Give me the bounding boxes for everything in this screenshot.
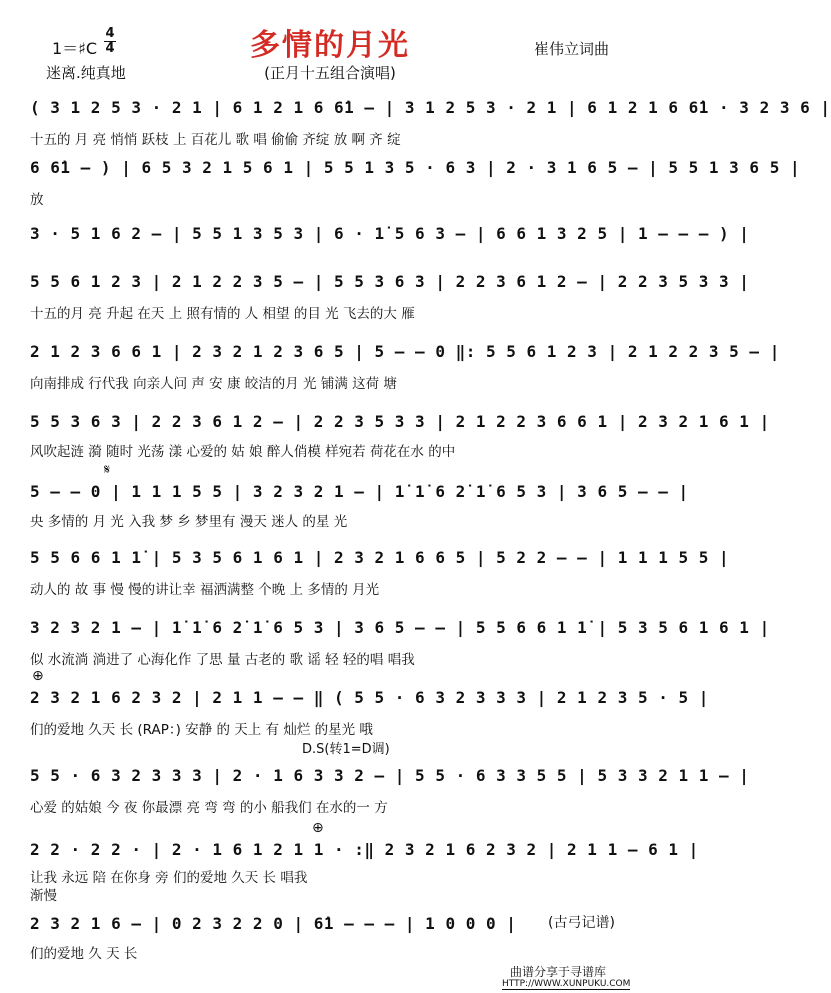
lyric-line-1: 十五的 月 亮 悄悄 跃枝 上 百花儿 歌 唱 偷偷 齐绽 放 啊 齐 绽 [30,132,401,148]
key-signature: 1＝♯C [52,39,98,58]
notation-line-5: 2 1 2 3 6 6 1 | 2 3 2 1 2 3 6 5 | 5 – – 0 ‖: 5 5 6 1 2 3 | 2 1 2 2 3 5 – | [30,342,780,361]
notation-line-6: 5 5 3 6 3 | 2 2 3 6 1 2 – | 2 2 3 5 3 3 | 2 1 2 2 3 6 6 1 | 2 3 2 1 6 1 | [30,412,770,431]
time-signature [104,28,116,55]
lyric-line-10: 们的爱地 久天 长 (RAP：) 安静 的 天上 有 灿烂 的星光 哦 [30,722,373,738]
notation-line-7: 5 – – 0 | 1 1 1 5 5 | 3 2 3 2 1 – | 1̇ 1̇ 6 2̇ 1̇ 6 5 3 | 3 6 5 – – | [30,482,689,501]
lyric-line-2: 放 [30,192,44,208]
tempo-mark-slow: 渐慢 [30,888,57,904]
ds-mark: D.S(转1=D调) [302,742,390,757]
footer-share: 曲谱分享于寻谱库 [510,965,607,979]
composer-credit: 崔伟立词曲 [534,40,610,58]
notation-line-12: 2 2 · 2 2 · | 2 · 1 6 1 2 1 1 · :‖ 2 3 2 1 6 2 3 2 | 2 1 1 – 6 1 | [30,840,699,859]
lyric-line-7: 央 多情的 月 光 入我 梦 乡 梦里有 漫天 迷人 的星 光 [30,514,348,530]
lyric-line-9: 似 水流淌 淌进了 心海化作 了思 量 古老的 歌 谣 轻 轻的唱 唱我 [30,652,415,668]
notation-line-11: 5 5 · 6 3 2 3 3 3 | 2 · 1 6 3 3 2 – | 5 5 · 6 3 3 5 5 | 5 3 3 2 1 1 – | [30,766,750,785]
meter-bottom: 4 [105,41,115,56]
lyric-line-6: 风吹起涟 漪 随时 光荡 漾 心爱的 姑 娘 醉人俏模 样宛若 荷花在水 的中 [30,444,456,460]
subtitle: (正月十五组合演唱) [264,64,396,82]
page-title: 多情的月光 [250,28,410,63]
meter-top: 4 [105,26,115,41]
lyric-line-11: 心爱 的姑娘 今 夜 你最漂 亮 弯 弯 的小 船我们 在水的一 方 [30,800,388,816]
notation-line-13: 2 3 2 1 6 – | 0 2 3 2 2 0 | 6̇1 – – – | 1 0 0 0 | [30,914,517,933]
transcriber-note: (古弓记谱) [548,915,615,931]
notation-line-9: 3 2 3 2 1 – | 1̇ 1̇ 6 2̇ 1̇ 6 5 3 | 3 6 5 – – | 5 5 6 6 1 1̇ | 5 3 5 6 1 6 1 | [30,618,770,637]
footer-url[interactable]: HTTP://WWW.XUNPUKU.COM [502,979,631,989]
notation-line-3: 3 · 5 1 6 2 – | 5 5 1 3 5 3 | 6 · 1̇ 5 6 3 – | 6 6 1 3 2 5 | 1 – – – ) | [30,224,750,243]
notation-line-8: 5 5 6 6 1 1̇ | 5 3 5 6 1 6 1 | 2 3 2 1 6 6 5 | 5 2 2 – – | 1 1 1 5 5 | [30,548,730,567]
notation-line-2: 6 6̇1 – ) | 6 5 3 2 1 5 6 1 | 5 5 1 3 5 · 6 3 | 2 · 3 1 6 5 – | 5 5 1 3 6 5 | [30,158,801,177]
coda-mark-1: ⊕ [32,668,44,684]
coda-mark-2: ⊕ [312,820,324,836]
notation-line-10: 2 3 2 1 6 2 3 2 | 2 1 1 – – ‖ ( 5 5 · 6 3 2 3 3 3 | 2 1 2 3 5 · 5 | [30,688,709,707]
lyric-line-5: 向南排成 行代我 向亲人问 声 安 康 皎洁的月 光 铺满 这荷 塘 [30,376,397,392]
lyric-line-8: 动人的 故 事 慢 慢的讲让幸 福洒满整 个晚 上 多情的 月光 [30,582,380,598]
notation-line-1: ( 3 1 2 5 3 · 2 1 | 6 1 2 1 6 6̇1 – | 3 1 2 5 3 · 2 1 | 6 1 2 1 6 6̇1 · 3 2 3 6 | [30,98,831,117]
segno-mark: 𝄋 [104,462,111,478]
lyric-line-13: 们的爱地 久 天 长 [30,946,138,962]
lyric-line-12: 让我 永远 陪 在你身 旁 们的爱地 久天 长 唱我 [30,870,308,886]
expression-mark: 迷离.纯真地 [46,64,126,82]
notation-line-4: 5 5 6 1 2 3 | 2 1 2 2 3 5 – | 5 5 3 6 3 | 2 2 3 6 1 2 – | 2 2 3 5 3 3 | [30,272,750,291]
lyric-line-4: 十五的月 亮 升起 在天 上 照有情的 人 相望 的目 光 飞去的大 雁 [30,306,415,322]
